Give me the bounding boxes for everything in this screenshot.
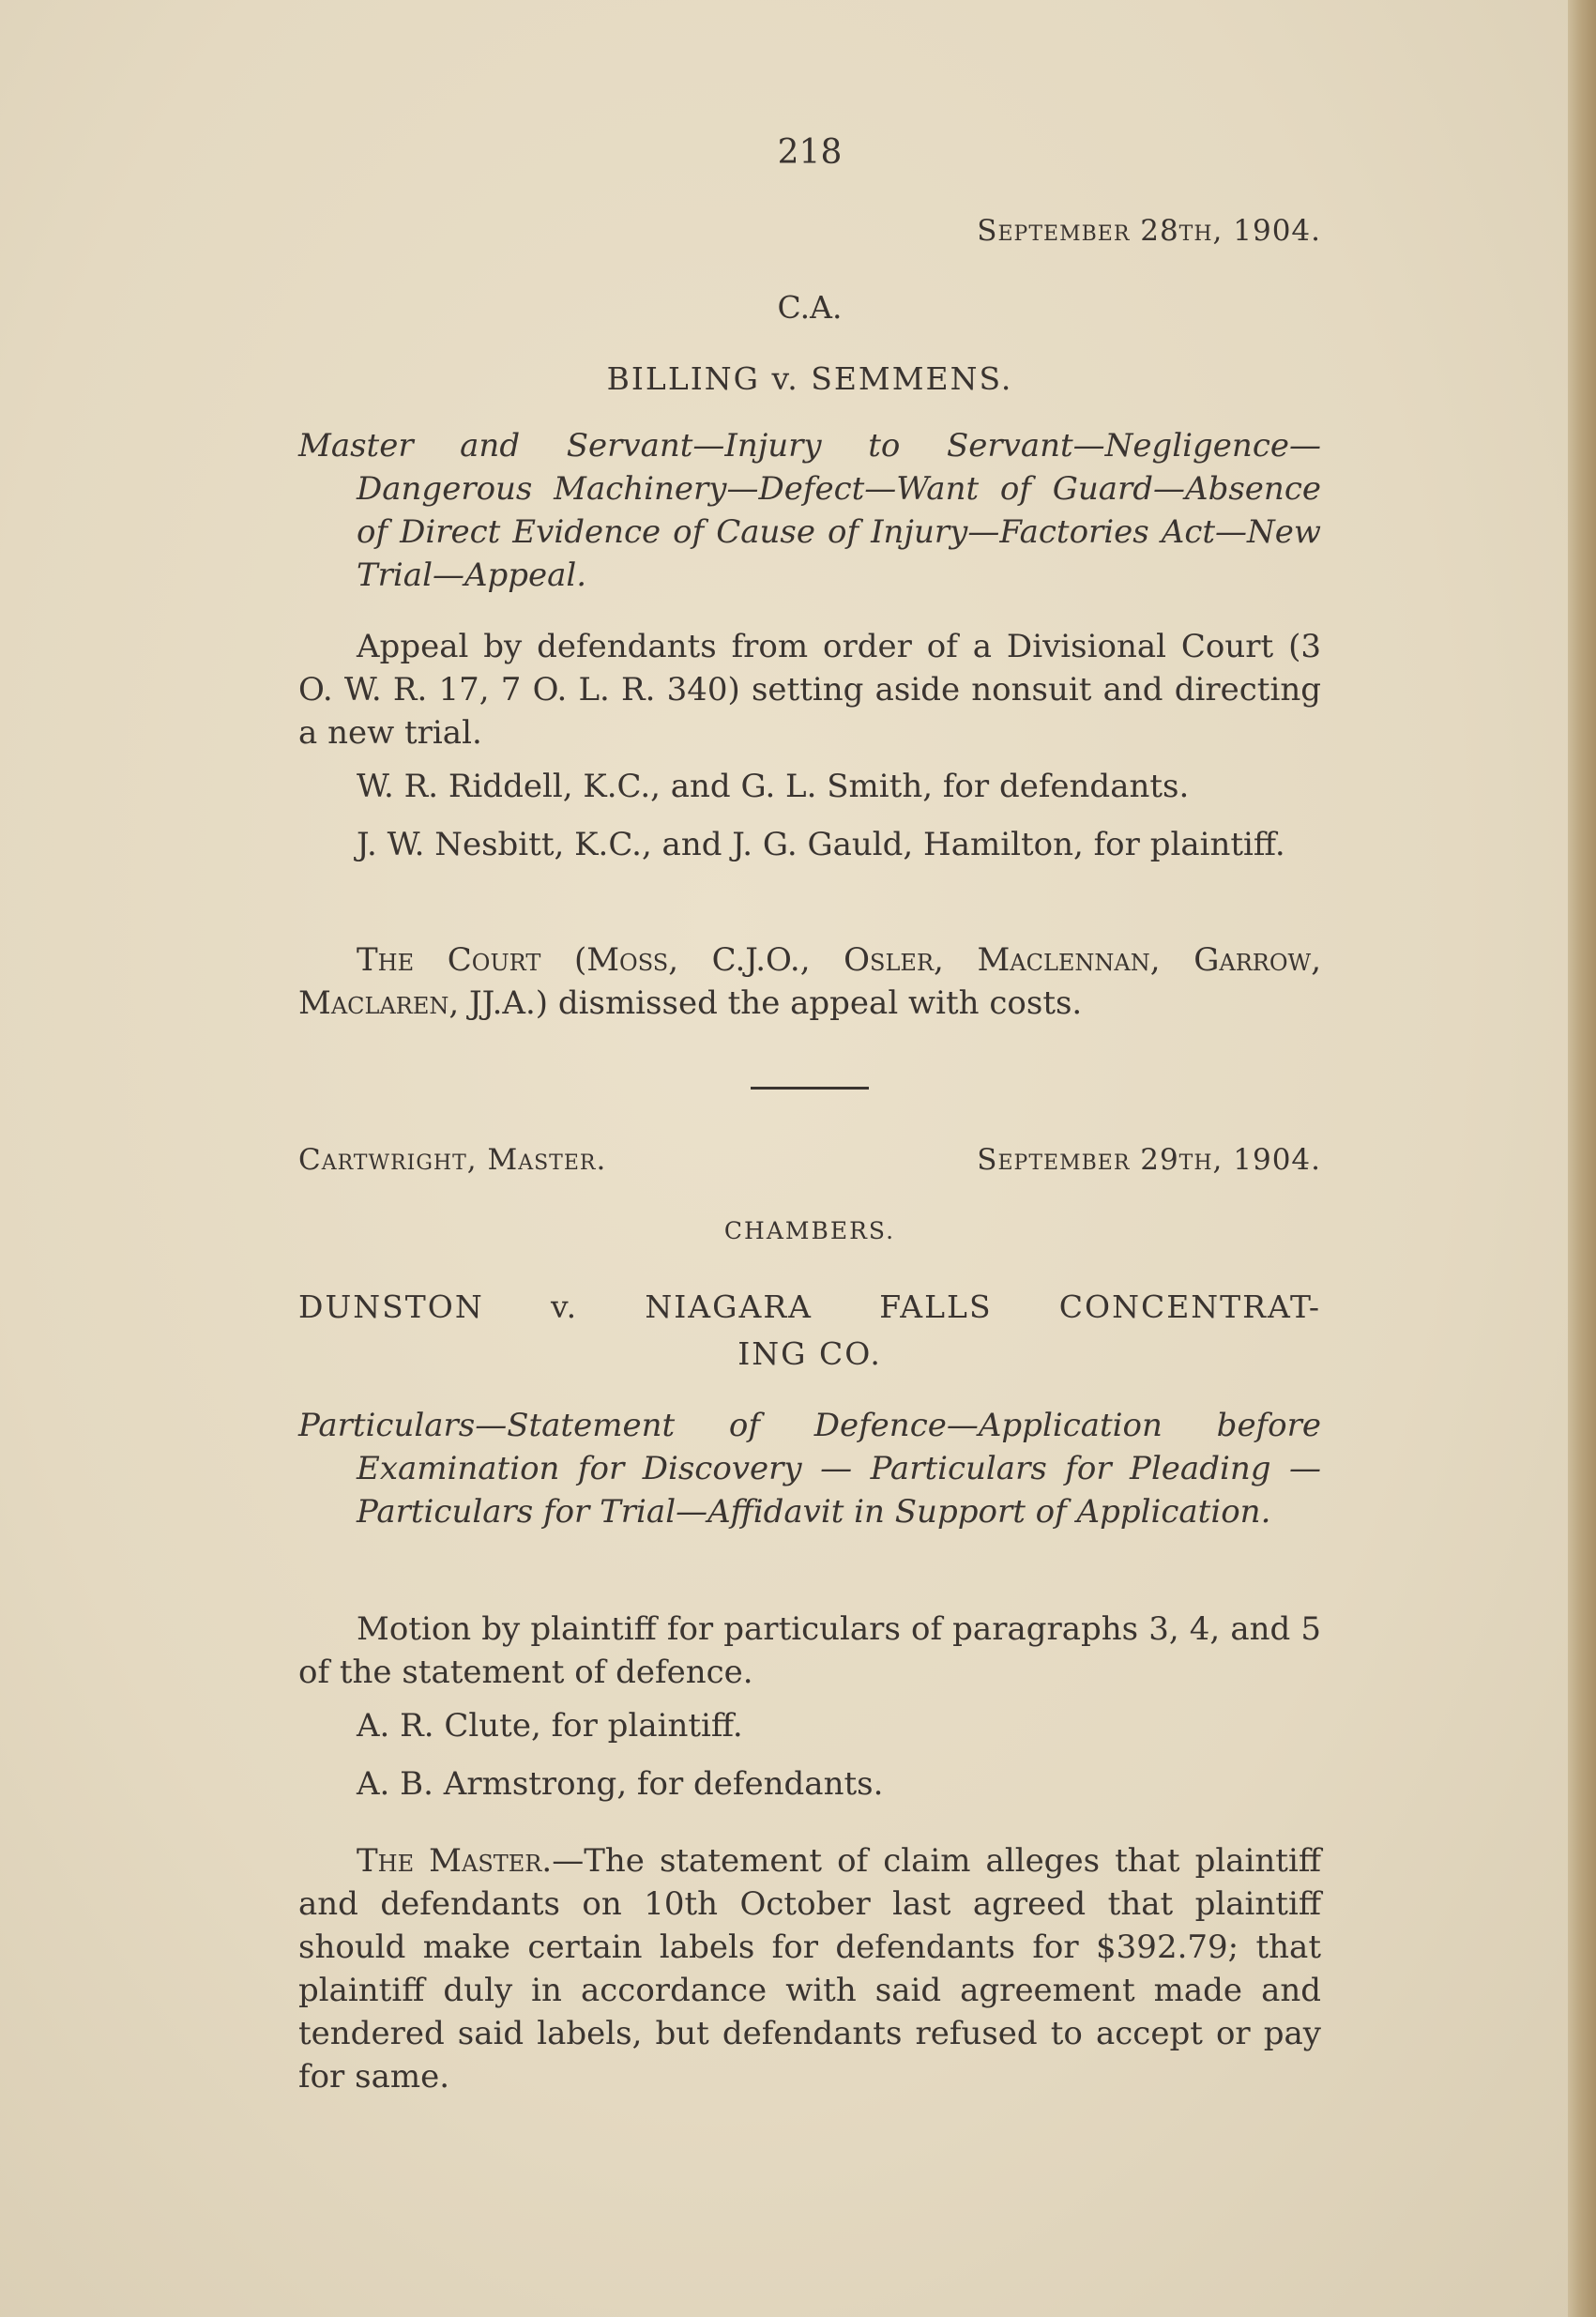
case2-counsel-defendants: A. B. Armstrong, for defendants. — [357, 1765, 884, 1803]
case2-judgment-lead: The Master. — [357, 1842, 553, 1880]
case2-title-versus: v. — [550, 1288, 579, 1325]
case2-title-plaintiff: DUNSTON — [298, 1288, 484, 1325]
case2-title-defendant-2: FALLS — [879, 1288, 993, 1325]
case2-date: September 29th, 1904. — [977, 1143, 1321, 1177]
page-edge-shadow — [1568, 0, 1596, 2317]
case1-headnote: Master and Servant—Injury to Servant—Negligence—Dangerous Machinery—Defect—Want of Guard—Absence of Direct Evidence of Cause of Injury—Factories Act—New Trial—Appeal. — [298, 427, 1321, 594]
case1-judgment-lead: The Court (Moss, C.J.O., Osler, Maclennan, Garrow, Maclaren, JJ.A.) — [298, 941, 1321, 1022]
case1-court: C.A. — [777, 289, 843, 326]
case2-headnote: Particulars—Statement of Defence—Application before Examination for Discovery — Particulars for Pleading — Particulars for Trial—Affidavit in Support of Application. — [298, 1407, 1321, 1531]
case2-counsel-plaintiff: A. R. Clute, for plaintiff. — [357, 1707, 743, 1745]
case2-venue: CHAMBERS. — [723, 1217, 896, 1244]
page-number: 218 — [777, 133, 843, 172]
case2-title-defendant-1: NIAGARA — [645, 1288, 813, 1325]
case1-judgment — [298, 938, 1321, 1025]
case1-appeal-paragraph: Appeal by defendants from order of a Divisional Court (3 O. W. R. 17, 7 O. L. R. 340) setting aside nonsuit and directing a new trial. — [298, 628, 1321, 752]
case1-title: BILLING v. SEMMENS. — [606, 360, 1013, 397]
case2-title-line2: ING CO. — [737, 1335, 882, 1372]
case2-title — [298, 1284, 1321, 1378]
section-divider — [751, 1087, 869, 1090]
case1-counsel-defendants: W. R. Riddell, K.C., and G. L. Smith, for defendants. — [357, 768, 1190, 805]
case1-judgment-rest: dismissed the appeal with costs. — [548, 984, 1083, 1022]
case2-motion-paragraph: Motion by plaintiff for particulars of paragraphs 3, 4, and 5 of the statement of defence. — [298, 1610, 1321, 1691]
case2-judgment — [298, 1839, 1321, 2098]
case2-title-defendant-3: CONCENTRAT- — [1058, 1288, 1321, 1325]
case2-judgment-rest: —The statement of claim alleges that plaintiff and defendants on 10th October last agreed that plaintiff should make certain labels for defendants for $392.79; that plaintiff duly in accordance with said agreement made and tendered said labels, but defendants refused to accept or pay for same. — [298, 1842, 1321, 2096]
case1-counsel-plaintiff: J. W. Nesbitt, K.C., and J. G. Gauld, Hamilton, for plaintiff. — [357, 826, 1285, 863]
case2-judge: Cartwright, Master. — [298, 1143, 607, 1177]
case1-date: September 28th, 1904. — [977, 214, 1321, 248]
